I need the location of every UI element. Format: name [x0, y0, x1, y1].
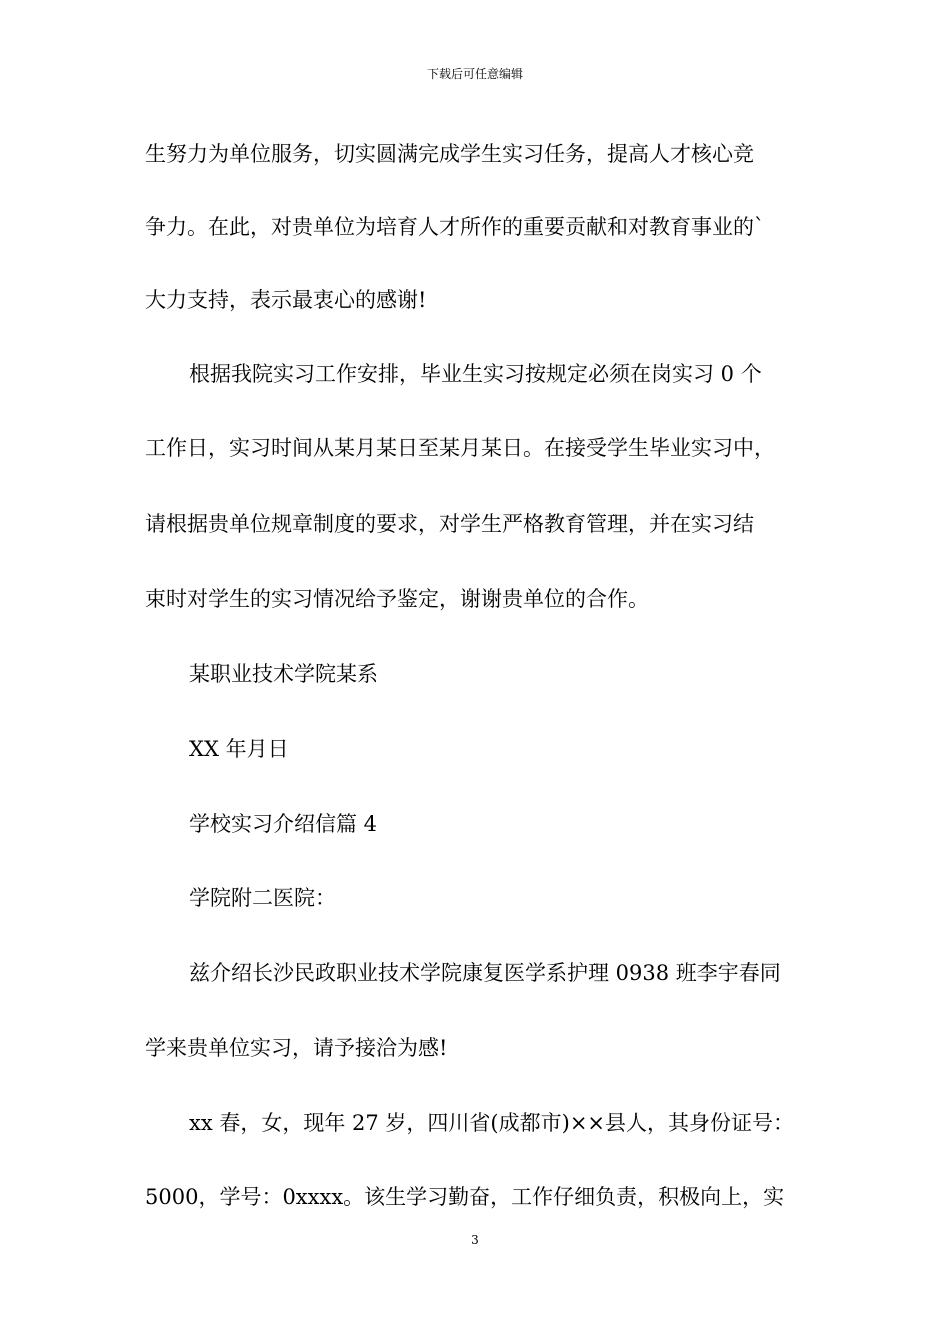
page-header: 下载后可任意编辑: [426, 67, 523, 81]
paragraph-line: 争力。在此，对贵单位为培育人才所作的重要贡献和对教育事业的`: [145, 215, 765, 239]
paragraph-line: xx 春，女，现年 27 岁，四川省(成都市)××县人，其身份证号：: [189, 1111, 795, 1135]
signature-line: 某职业技术学院某系: [189, 662, 378, 686]
paragraph-line: 学来贵单位实习，请予接洽为感!: [145, 1036, 448, 1060]
section-title: 学校实习介绍信篇 4: [189, 812, 378, 836]
paragraph-line: 工作日，实习时间从某月某日至某月某日。在接受学生毕业实习中，: [145, 436, 775, 460]
salutation-line: 学院附二医院：: [189, 886, 336, 910]
date-line: XX 年月日: [189, 737, 289, 761]
paragraph-line: 请根据贵单位规章制度的要求，对学生严格教育管理，并在实习结: [145, 512, 754, 536]
page-number: 3: [471, 1233, 479, 1247]
paragraph-line: 根据我院实习工作安排，毕业生实习按规定必须在岗实习 0 个: [189, 362, 762, 386]
paragraph-line: 5000，学号：0xxxx。该生学习勤奋，工作仔细负责，积极向上，实: [145, 1185, 785, 1209]
paragraph-line: 兹介绍长沙民政职业技术学院康复医学系护理 0938 班李宇春同: [189, 961, 781, 985]
paragraph-line: 束时对学生的实习情况给予鉴定，谢谢贵单位的合作。: [145, 587, 649, 611]
paragraph-line: 生努力为单位服务，切实圆满完成学生实习任务，提高人才核心竞: [145, 142, 754, 166]
paragraph-line: 大力支持，表示最衷心的感谢!: [145, 288, 427, 312]
